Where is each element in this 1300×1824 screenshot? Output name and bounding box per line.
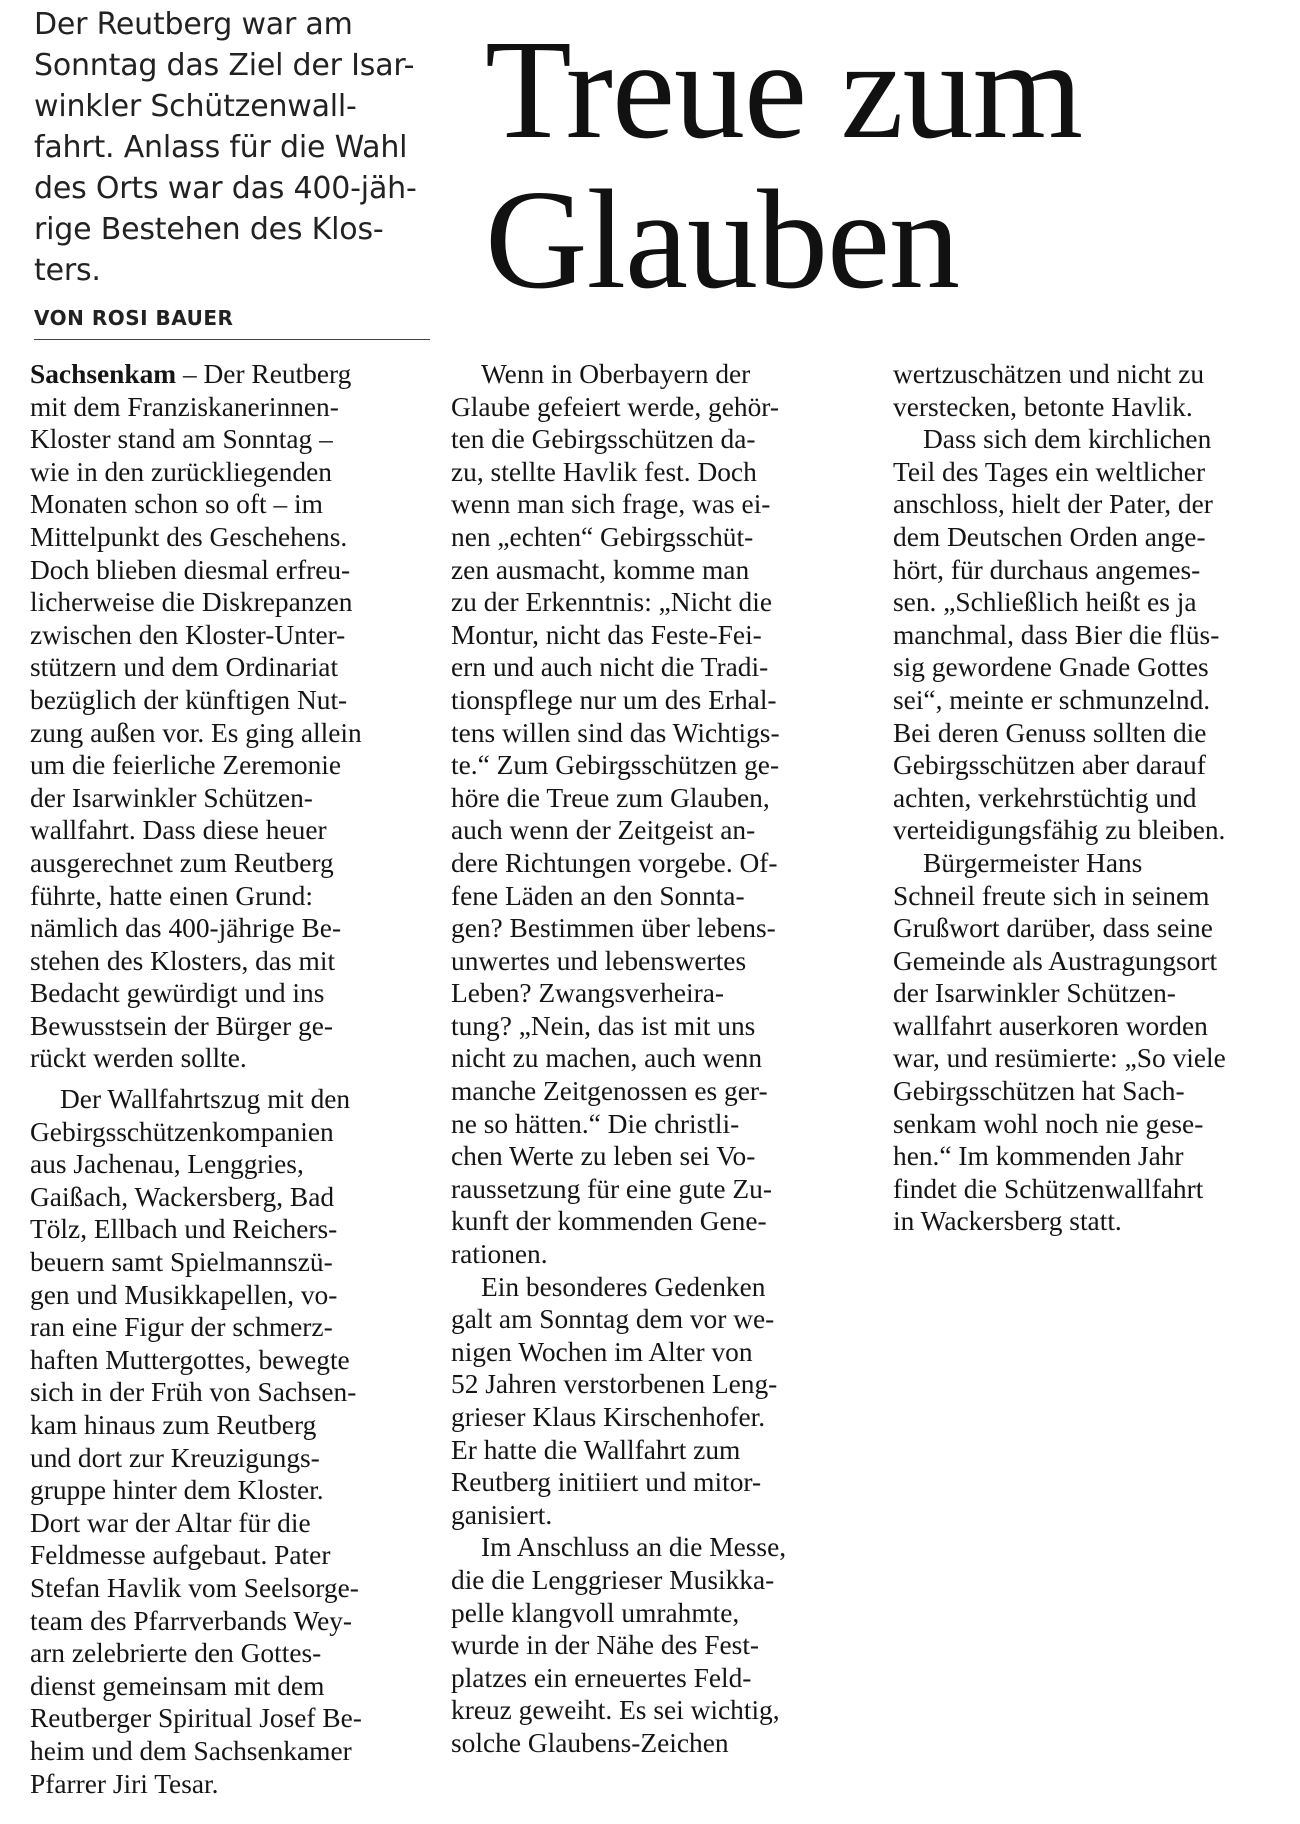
column-1-paragraph-1-text: – Der Reutberg mit dem Franziskanerinnen- Kloster stand am Sonntag – wie in den zurückliegenden Monaten schon so oft – im Mittelpunkt des Geschehens. Doch blieben diesmal erfreu- licherweise die Diskrepanzen zwischen den Kloster-Unter- stützern und dem Ordinariat bezüglich der künftigen Nut- zung außen vor. Es ging allein um die feierliche Zeremonie der Isarwinkler Schützen- wallfahrt. Dass diese heuer ausgerechnet zum Reutberg führte, hatte einen Grund: nämlich das 400-jährige Be- stehen des Klosters, das mit Bedacht gewürdigt und ins Bewusstsein der Bürger ge- rückt werden sollte. <box>30 359 362 1074</box>
article-column-3 <box>893 358 1289 1238</box>
column-2-paragraph-2: Ein besonderes Gedenken galt am Sonntag dem vor we- nigen Wochen im Alter von 52 Jahren verstorbenen Leng- grieser Klaus Kirschenhofer. Er hatte die Wallfahrt zum Reutberg initiiert und mitor- ganisiert. <box>451 1271 778 1530</box>
article-column-1 <box>30 358 428 1800</box>
byline-divider <box>34 339 430 340</box>
column-1-paragraph-2: Der Wallfahrtszug mit den Gebirgsschützenkompanien aus Jachenau, Lenggries, Gaißach, Wackersberg, Bad Tölz, Ellbach und Reichers- beuern samt Spielmannszü- gen und Musikkapellen, vo- ran eine Figur der schmerz- haften Muttergottes, bewegte sich in der Früh von Sachsen- kam hinaus zum Reutberg und dort zur Kreuzigungs- gruppe hinter dem Kloster. Dort war der Altar für die Feldmesse aufgebaut. Pater Stefan Havlik vom Seelsorge- team des Pfarrverbands Wey- arn zelebrierte den Gottes- dienst gemeinsam mit dem Reutberger Spiritual Josef Be- heim und dem Sachsenkamer Pfarrer Jiri Tesar. <box>30 1084 362 1799</box>
article-headline: Treue zum Glauben <box>485 10 1083 318</box>
column-1-paragraph-1 <box>30 358 428 1075</box>
column-2-paragraph-1: Wenn in Oberbayern der Glaube gefeiert werde, gehör- ten die Gebirgsschützen da- zu, stellte Havlik fest. Doch wenn man sich frage, was ei- nen „echten“ Gebirgsschüt- zen ausmacht, komme man zu der Erkenntnis: „Nicht die Montur, nicht das Feste-Fei- ern und auch nicht die Tradi- tionspflege nur um des Erhal- tens willen sind das Wichtigs- te.“ Zum Gebirgsschützen ge- höre die Treue zum Glauben, auch wenn der Zeitgeist an- dere Richtungen vorgebe. Of- fene Läden an den Sonnta- gen? Bestimmen über lebens- unwertes und lebenswertes Leben? Zwangsverheira- tung? „Nein, das ist mit uns nicht zu machen, auch wenn manche Zeitgenossen es ger- ne so hätten.“ Die christli- chen Werte zu leben sei Vo- raussetzung für eine gute Zu- kunft der kommenden Gene- rationen. <box>451 359 780 1270</box>
article-column-2 <box>451 358 845 1760</box>
article-teaser: Der Reutberg war am Sonntag das Ziel der Isar- winkler Schützenwall- fahrt. Anlass für die Wahl des Orts war das 400-jäh- rige Bestehen des Klos- ters. <box>34 7 417 288</box>
column-2-paragraph-3: Im Anschluss an die Messe, die die Lenggrieser Musikka- pelle klangvoll umrahmte, wurde in der Nähe des Fest- platzes ein erneuertes Feld- kreuz geweiht. Es sei wichtig, solche Glaubens-Zeichen <box>451 1532 787 1758</box>
article-dateline: Sachsenkam <box>30 359 177 389</box>
column-3-paragraph-3: Bürgermeister Hans Schneil freute sich in seinem Grußwort darüber, dass seine Gemeinde als Austragungsort der Isarwinkler Schützen- wallfahrt auserkoren worden war, und resümierte: „So viele Gebirgsschützen hat Sach- senkam wohl noch nie gese- hen.“ Im kommenden Jahr findet die Schützenwallfahrt in Wackersberg statt. <box>893 847 1226 1237</box>
article-byline: VON ROSI BAUER <box>34 306 234 330</box>
column-3-paragraph-2: Dass sich dem kirchlichen Teil des Tages ein weltlicher anschloss, hielt der Pater, der dem Deutschen Orden ange- hört, für durchaus angemes- sen. „Schließlich heißt es ja manchmal, dass Bier die flüs- sig gewordene Gnade Gottes sei“, meinte er schmunzelnd. Bei deren Genuss sollten die Gebirgsschützen aber darauf achten, verkehrstüchtig und verteidigungsfähig zu bleiben. <box>893 424 1226 846</box>
column-3-paragraph-1: wertzuschätzen und nicht zu verstecken, betonte Havlik. <box>893 359 1205 422</box>
